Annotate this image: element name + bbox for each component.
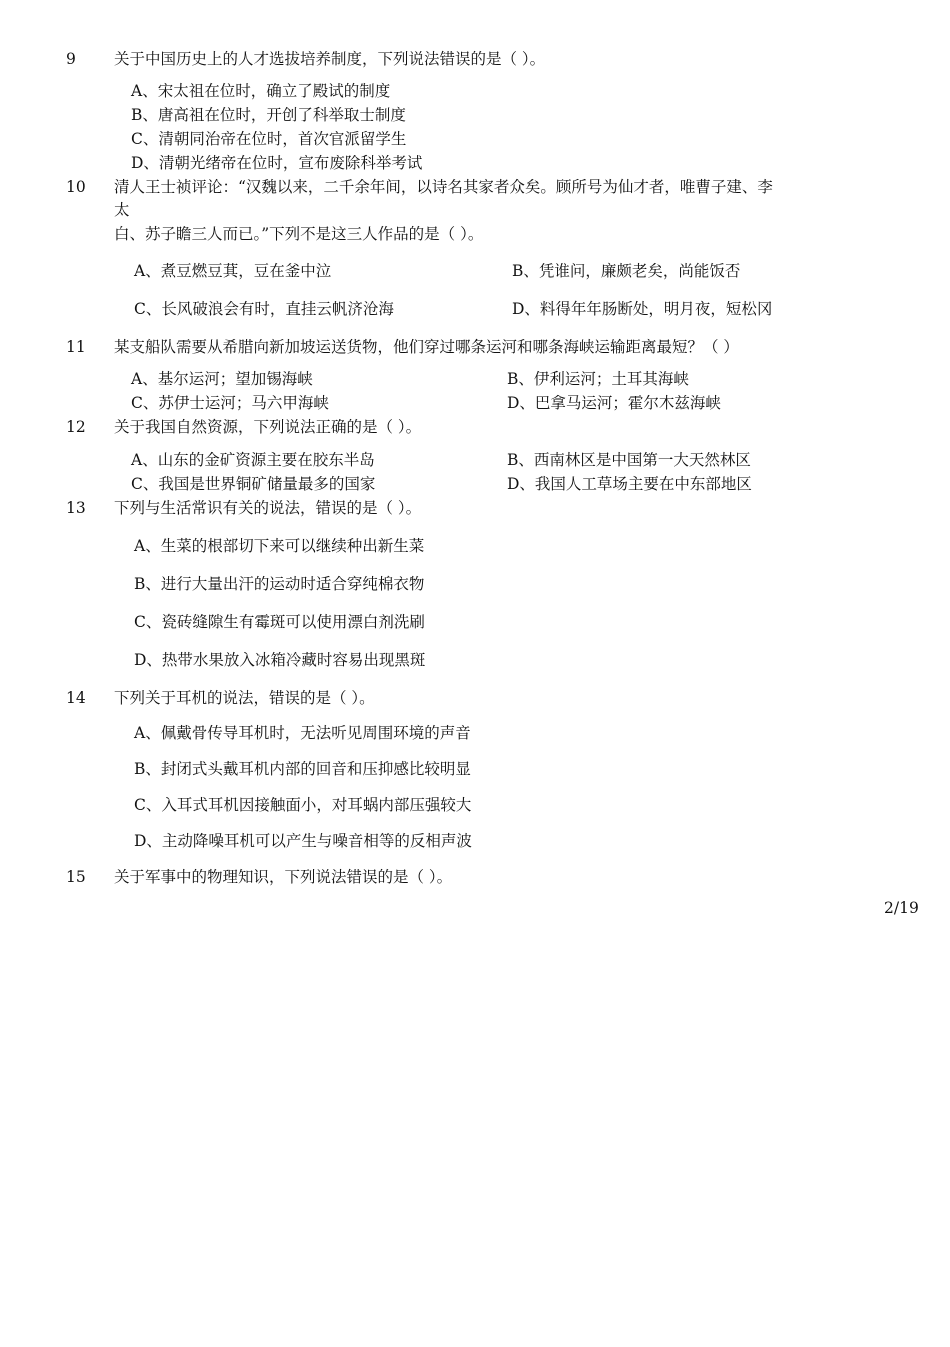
question-11-option-a: A、基尔运河；望加锡海峡 <box>131 370 313 388</box>
question-12-number: 12 <box>66 418 86 436</box>
question-9-option-b: B、唐高祖在位时，开创了科举取士制度 <box>131 106 406 124</box>
question-10-option-b: B、凭谁问，廉颇老矣，尚能饭否 <box>512 262 741 280</box>
question-12-option-d: D、我国人工草场主要在中东部地区 <box>507 475 752 493</box>
question-9-option-a: A、宋太祖在位时，确立了殿试的制度 <box>131 82 391 100</box>
question-12-option-c: C、我国是世界铜矿储量最多的国家 <box>131 475 376 493</box>
question-10-stem-line1: 清人王士祯评论：“汉魏以来，二千余年间，以诗名其家者众矣。顾所号为仙才者，唯曹子建、李 <box>114 178 773 196</box>
question-14-option-d: D、主动降噪耳机可以产生与噪音相等的反相声波 <box>134 832 472 850</box>
question-9-option-c: C、清朝同治帝在位时，首次官派留学生 <box>131 130 407 148</box>
question-11-option-b: B、伊利运河；土耳其海峡 <box>507 370 689 388</box>
question-13-option-b: B、进行大量出汗的运动时适合穿纯棉衣物 <box>134 575 425 593</box>
question-9-option-d: D、清朝光绪帝在位时，宣布废除科举考试 <box>131 154 423 172</box>
page-number: 2/19 <box>884 899 919 917</box>
question-10-stem-line3: 白、苏子瞻三人而已。”下列不是这三人作品的是（ ）。 <box>114 225 484 243</box>
question-10-option-a: A、煮豆燃豆萁，豆在釜中泣 <box>134 262 332 280</box>
question-12-stem: 关于我国自然资源，下列说法正确的是（ ）。 <box>114 418 422 436</box>
question-15-number: 15 <box>66 868 86 886</box>
question-14-number: 14 <box>66 689 86 707</box>
question-11-option-d: D、巴拿马运河；霍尔木兹海峡 <box>507 394 721 412</box>
question-14-option-a: A、佩戴骨传导耳机时，无法听见周围环境的声音 <box>134 724 471 742</box>
question-13-number: 13 <box>66 499 86 517</box>
question-15-stem: 关于军事中的物理知识，下列说法错误的是（ ）。 <box>114 868 453 886</box>
question-10-option-d: D、料得年年肠断处，明月夜，短松冈 <box>512 300 773 318</box>
question-14-stem: 下列关于耳机的说法，错误的是（ ）。 <box>114 689 375 707</box>
question-9-stem: 关于中国历史上的人才选拔培养制度，下列说法错误的是（ ）。 <box>114 50 546 68</box>
question-12-option-b: B、西南林区是中国第一大天然林区 <box>507 451 751 469</box>
question-13-stem: 下列与生活常识有关的说法，错误的是（ ）。 <box>114 499 422 517</box>
question-11-stem: 某支船队需要从希腊向新加坡运送货物，他们穿过哪条运河和哪条海峡运输距离最短？（ ） <box>114 338 739 356</box>
question-10-option-c: C、长风破浪会有时，直挂云帆济沧海 <box>134 300 394 318</box>
question-11-number: 11 <box>66 338 86 356</box>
question-9-number: 9 <box>66 50 76 68</box>
question-13-option-d: D、热带水果放入冰箱冷藏时容易出现黑斑 <box>134 651 426 669</box>
question-10-number: 10 <box>66 178 86 196</box>
question-13-option-a: A、生菜的根部切下来可以继续种出新生菜 <box>134 537 425 555</box>
question-13-option-c: C、瓷砖缝隙生有霉斑可以使用漂白剂洗刷 <box>134 613 425 631</box>
question-10-stem-line2: 太 <box>114 201 130 219</box>
question-11-option-c: C、苏伊士运河；马六甲海峡 <box>131 394 329 412</box>
question-14-option-b: B、封闭式头戴耳机内部的回音和压抑感比较明显 <box>134 760 471 778</box>
question-14-option-c: C、入耳式耳机因接触面小，对耳蜗内部压强较大 <box>134 796 472 814</box>
question-12-option-a: A、山东的金矿资源主要在胶东半岛 <box>131 451 375 469</box>
